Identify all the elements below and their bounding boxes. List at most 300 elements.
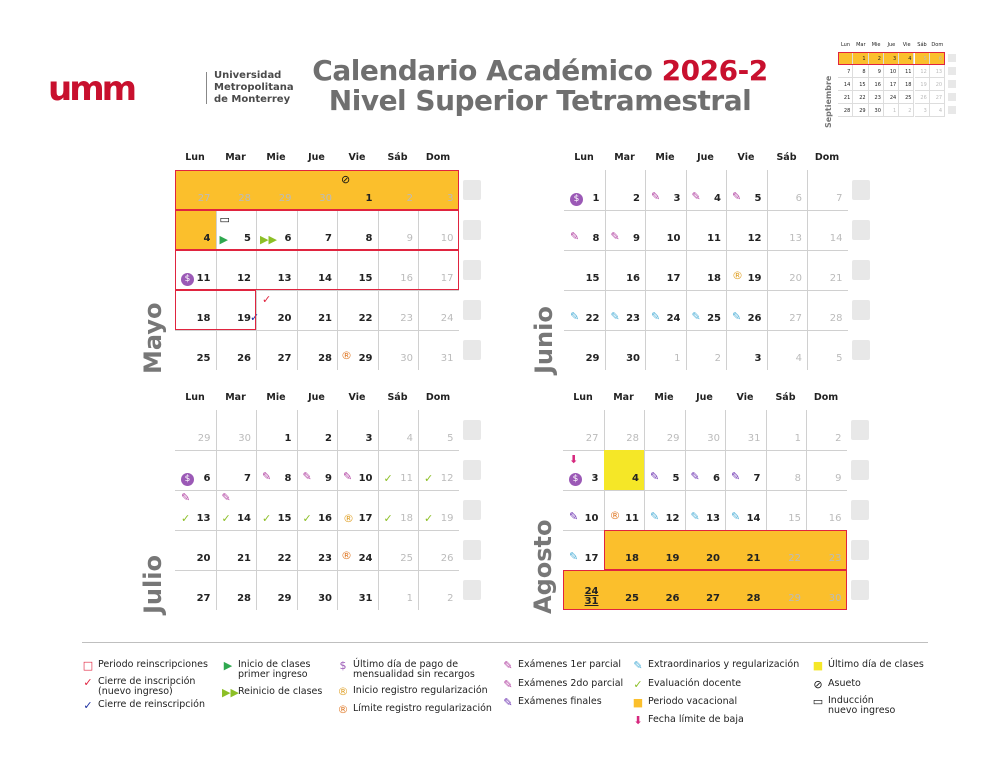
title-line-1: Calendario Académico bbox=[312, 54, 662, 87]
day-number: 1 bbox=[365, 193, 373, 204]
day-number: 12 bbox=[665, 513, 680, 524]
day-cell bbox=[726, 250, 767, 290]
month-name: Junio bbox=[530, 306, 558, 374]
reinscription-period-box bbox=[604, 530, 847, 570]
day-number: 2 bbox=[633, 193, 640, 204]
day-number: 23 bbox=[400, 313, 413, 324]
weekday-header: Mie bbox=[266, 392, 286, 403]
day-number: 29 bbox=[666, 433, 680, 444]
ev-icon: ✓ bbox=[383, 472, 393, 485]
day-cell bbox=[337, 570, 378, 610]
day-number: 12 bbox=[747, 233, 762, 244]
mini-day: 3 bbox=[884, 52, 899, 65]
day-cell bbox=[726, 170, 767, 210]
day-number: 1 bbox=[284, 433, 292, 444]
day-cell bbox=[297, 570, 338, 610]
weekday-header: Vie bbox=[348, 392, 366, 403]
ev-icon: ✓ bbox=[181, 512, 191, 525]
day-number: 25 bbox=[625, 593, 639, 604]
eval-icon: ✓ bbox=[633, 678, 643, 691]
row-tab bbox=[851, 580, 869, 600]
day-number: 22 bbox=[358, 313, 373, 324]
legend-label: Fecha límite de baja bbox=[648, 714, 744, 725]
row-tab bbox=[463, 340, 481, 360]
day-number: 2 bbox=[835, 433, 842, 444]
weekday-header: Jue bbox=[697, 152, 714, 163]
row-tab bbox=[463, 460, 481, 480]
day-number: 30 bbox=[238, 433, 251, 444]
day-number: 8 bbox=[592, 233, 600, 244]
day-cell bbox=[726, 330, 767, 370]
weekday-header: Mar bbox=[613, 392, 634, 403]
mini-weekday: Dom bbox=[931, 42, 944, 48]
weekday-header: Mie bbox=[654, 392, 674, 403]
day-number: 11 bbox=[707, 233, 721, 244]
mini-day: 15 bbox=[853, 78, 868, 91]
day-cell bbox=[807, 210, 848, 250]
day-cell bbox=[378, 450, 419, 490]
month-june bbox=[530, 152, 894, 374]
row-tab bbox=[852, 180, 870, 200]
day-number: 16 bbox=[318, 513, 332, 524]
day-number: 1 bbox=[592, 193, 600, 204]
day-cell bbox=[175, 530, 216, 570]
day-cell bbox=[337, 290, 378, 330]
day-number: 9 bbox=[406, 233, 413, 244]
day-number: 23 bbox=[318, 553, 332, 564]
day-number: 9 bbox=[835, 473, 842, 484]
day-cell bbox=[297, 290, 338, 330]
ex2-icon: ✎ bbox=[570, 230, 580, 243]
day-number: 30 bbox=[400, 353, 413, 364]
weekday-header: Vie bbox=[736, 392, 754, 403]
mini-weekday: Jue bbox=[887, 42, 896, 48]
day-number: 6 bbox=[713, 473, 720, 484]
mini-day: 21 bbox=[838, 91, 853, 104]
exf-icon: ✎ bbox=[731, 470, 741, 483]
day-cell bbox=[378, 490, 419, 530]
day-number: 29 bbox=[278, 193, 292, 204]
day-number: 27 bbox=[789, 313, 802, 324]
mini-row-tab bbox=[948, 54, 956, 62]
ev-icon: ✓ bbox=[424, 512, 434, 525]
day-cell bbox=[250, 290, 297, 330]
day-cell bbox=[645, 250, 686, 290]
mini-day: 2 bbox=[869, 52, 884, 65]
ext-icon: ✎ bbox=[651, 310, 661, 323]
day-number: 2 bbox=[447, 593, 454, 604]
day-number: 19 bbox=[665, 553, 680, 564]
weekday-header: Jue bbox=[696, 392, 713, 403]
row-tab bbox=[851, 500, 869, 520]
day-cell bbox=[564, 170, 605, 210]
day-number: 27 bbox=[277, 353, 292, 364]
row-tab bbox=[463, 260, 481, 280]
day-cell bbox=[337, 410, 378, 450]
day-cell bbox=[216, 530, 257, 570]
row-tab bbox=[852, 220, 870, 240]
weekday-header: Dom bbox=[425, 152, 451, 163]
day-cell bbox=[645, 210, 686, 250]
reinscription-period-box bbox=[563, 570, 847, 610]
day-number: 6 bbox=[284, 233, 292, 244]
ex2-icon: ✎ bbox=[262, 470, 272, 483]
mini-day: 4 bbox=[930, 104, 945, 117]
weekday-header: Dom bbox=[814, 152, 840, 163]
day-number: 24 bbox=[440, 313, 454, 324]
row-tab bbox=[852, 260, 870, 280]
mini-day: 4 bbox=[899, 52, 914, 65]
day-number: 22 bbox=[585, 313, 600, 324]
day-cell bbox=[337, 450, 378, 490]
day-cell bbox=[644, 410, 685, 450]
day-number: 6 bbox=[203, 473, 211, 484]
day-cell bbox=[297, 410, 338, 450]
day-number: 4 bbox=[203, 233, 211, 244]
day-cell bbox=[175, 570, 216, 610]
ex2-icon: ✎ bbox=[343, 470, 353, 483]
legend-label: Cierre de inscripción (nuevo ingreso) bbox=[98, 676, 196, 697]
day-cell bbox=[806, 450, 847, 490]
regS-icon: ® bbox=[732, 269, 743, 282]
day-cell bbox=[175, 330, 216, 370]
mini-weekday: Sáb bbox=[917, 42, 927, 48]
mini-day: 6 bbox=[930, 52, 945, 65]
day-number: 10 bbox=[584, 513, 599, 524]
day-number: 18 bbox=[625, 553, 639, 564]
day-cell bbox=[767, 290, 808, 330]
day-number: 22 bbox=[277, 553, 292, 564]
ext-icon: ✎ bbox=[690, 510, 700, 523]
weekday-header: Sáb bbox=[387, 392, 408, 403]
day-cell bbox=[337, 490, 378, 530]
day-cell bbox=[605, 250, 646, 290]
day-cell bbox=[378, 530, 419, 570]
day-number: 30 bbox=[626, 353, 640, 364]
legend-label: Cierre de reinscripción bbox=[98, 699, 205, 710]
day-number: 3 bbox=[591, 473, 599, 484]
day-number: 3 bbox=[673, 193, 681, 204]
ev-icon: ✓ bbox=[383, 512, 393, 525]
day-number: 16 bbox=[828, 513, 842, 524]
day-number: 12 bbox=[237, 273, 251, 284]
title-line-2: Nivel Superior Tetramestral bbox=[328, 84, 752, 117]
day-number: 5 bbox=[836, 353, 843, 364]
day-cell bbox=[256, 530, 297, 570]
regL-icon: ® bbox=[341, 349, 352, 362]
day-number: 30 bbox=[707, 433, 720, 444]
day-number: 31 bbox=[358, 593, 373, 604]
ext-icon: ✎ bbox=[732, 310, 742, 323]
ev-icon: ✓ bbox=[424, 472, 434, 485]
day-number: 21 bbox=[746, 553, 761, 564]
row-tab bbox=[463, 420, 481, 440]
weekday-header: Lun bbox=[185, 392, 205, 403]
day-number: 29 bbox=[788, 593, 801, 604]
weekday-header: Sáb bbox=[776, 152, 797, 163]
day-cell bbox=[726, 210, 767, 250]
examf-icon: ✎ bbox=[503, 696, 513, 709]
mini-day: 29 bbox=[853, 104, 868, 117]
day-cell bbox=[216, 330, 257, 370]
regL-icon: ® bbox=[341, 549, 352, 562]
extra-icon: ✎ bbox=[633, 659, 643, 672]
day-number: 26 bbox=[440, 553, 454, 564]
day-cell bbox=[605, 330, 646, 370]
day-number: 5 bbox=[244, 233, 251, 244]
square-outline-icon: □ bbox=[82, 659, 94, 672]
month-may bbox=[139, 152, 505, 374]
day-number: 17 bbox=[584, 553, 599, 564]
day-cell bbox=[725, 410, 766, 450]
day-cell bbox=[686, 330, 727, 370]
day-cell bbox=[604, 410, 645, 450]
day-number: 14 bbox=[829, 233, 843, 244]
mini-month-name: Septiembre bbox=[824, 75, 833, 128]
mini-row-tab bbox=[948, 93, 956, 101]
ext-icon: ✎ bbox=[731, 510, 741, 523]
mini-day: 19 bbox=[915, 78, 930, 91]
row-tab bbox=[851, 460, 869, 480]
check-red-icon: ✓ bbox=[83, 676, 93, 689]
day-number: 3 bbox=[447, 193, 454, 204]
month-name: Agosto bbox=[529, 519, 557, 614]
mini-day: 13 bbox=[930, 65, 945, 78]
day-number: 28 bbox=[238, 193, 251, 204]
day-number: 8 bbox=[794, 473, 801, 484]
university-logo bbox=[48, 69, 294, 109]
legend-label: Periodo reinscripciones bbox=[98, 659, 208, 670]
day-number: 14 bbox=[318, 273, 332, 284]
day-number: 12 bbox=[440, 473, 454, 484]
day-cell bbox=[175, 490, 216, 530]
day-number: 15 bbox=[358, 273, 373, 284]
mini-weekday: Lun bbox=[840, 42, 851, 48]
day-number: 2 bbox=[406, 193, 413, 204]
weekday-header: Mar bbox=[225, 392, 246, 403]
day-cell bbox=[564, 330, 605, 370]
day-number: 26 bbox=[665, 593, 680, 604]
ev-icon: ✓ bbox=[302, 512, 312, 525]
day-cell bbox=[418, 330, 459, 370]
logo-line-2: Metropolitana bbox=[214, 82, 294, 93]
day-number: 1 bbox=[674, 353, 681, 364]
weekday-header: Dom bbox=[813, 392, 839, 403]
mini-row-tab bbox=[948, 106, 956, 114]
day-cell bbox=[644, 490, 685, 530]
weekday-header: Mie bbox=[266, 152, 286, 163]
day-number: 20 bbox=[789, 273, 802, 284]
day-cell bbox=[604, 450, 645, 490]
day-number: 17 bbox=[358, 513, 373, 524]
reg-limit-icon: ® bbox=[337, 703, 349, 716]
day-number: 2 bbox=[714, 353, 721, 364]
day-number: 10 bbox=[358, 473, 373, 484]
day-cell bbox=[644, 450, 685, 490]
mini-calendar-september bbox=[818, 40, 968, 132]
legend-label: Extraordinarios y regularización bbox=[648, 659, 800, 670]
day-cell bbox=[686, 250, 727, 290]
day-number: 4 bbox=[632, 473, 639, 484]
day-number: 21 bbox=[318, 313, 332, 324]
mini-day: 11 bbox=[899, 65, 914, 78]
weekday-header: Lun bbox=[574, 152, 594, 163]
day-number: 17 bbox=[666, 273, 681, 284]
day-cell bbox=[767, 250, 808, 290]
mini-day: 10 bbox=[884, 65, 899, 78]
day-cell bbox=[418, 450, 459, 490]
day-cell bbox=[766, 450, 807, 490]
day-cell bbox=[418, 410, 459, 450]
logo-line-3: de Monterrey bbox=[214, 94, 291, 105]
mini-day: 22 bbox=[853, 91, 868, 104]
day-number: 11 bbox=[625, 513, 639, 524]
weekday-header: Dom bbox=[425, 392, 451, 403]
day-number: 10 bbox=[440, 233, 454, 244]
day-number: 5 bbox=[672, 473, 680, 484]
ex1-icon: ✎ bbox=[691, 190, 701, 203]
day-number: 22 bbox=[788, 553, 801, 564]
mini-weekday: Mie bbox=[871, 42, 881, 48]
row-tab bbox=[851, 540, 869, 560]
day-number: 4 bbox=[406, 433, 413, 444]
row-tab bbox=[463, 300, 481, 320]
weekday-header: Jue bbox=[308, 392, 325, 403]
mini-day: 2 bbox=[899, 104, 914, 117]
day-cell bbox=[216, 570, 257, 610]
mini-day: 9 bbox=[869, 65, 884, 78]
day-number: 28 bbox=[626, 433, 639, 444]
day-cell bbox=[645, 330, 686, 370]
day-cell bbox=[378, 290, 419, 330]
legend-label: Inducción nuevo ingreso bbox=[828, 695, 896, 716]
day-number: 7 bbox=[244, 473, 251, 484]
day-number: 19 bbox=[440, 513, 454, 524]
day-number: 4 bbox=[795, 353, 802, 364]
day-cell bbox=[767, 330, 808, 370]
month-name: Julio bbox=[139, 555, 167, 614]
day-cell bbox=[605, 170, 646, 210]
day-number: 29 bbox=[358, 353, 373, 364]
day-cell bbox=[256, 570, 297, 610]
day-number: 25 bbox=[196, 353, 211, 364]
asueto-icon: ⊘ bbox=[341, 173, 351, 186]
reinscription-period-box bbox=[175, 290, 256, 330]
play-icon: ▶ bbox=[219, 233, 228, 246]
mini-day: 12 bbox=[915, 65, 930, 78]
day-number: 29 bbox=[585, 353, 600, 364]
reg-start-icon: ® bbox=[337, 685, 349, 698]
day-cell bbox=[418, 290, 459, 330]
day-number: 18 bbox=[400, 513, 413, 524]
ex2-icon: ✎ bbox=[181, 491, 191, 504]
legend-label: Periodo vacacional bbox=[648, 696, 738, 707]
day-number: 30 bbox=[828, 593, 842, 604]
chkB-icon: ✓ bbox=[250, 311, 260, 324]
day-number: 26 bbox=[237, 353, 251, 364]
mini-day: 28 bbox=[838, 104, 853, 117]
ext-icon: ✎ bbox=[650, 510, 660, 523]
ex2-icon: ✎ bbox=[221, 491, 231, 504]
day-cell bbox=[418, 570, 459, 610]
day-cell bbox=[378, 330, 419, 370]
day-cell bbox=[297, 450, 338, 490]
day-number: 20 bbox=[196, 553, 211, 564]
day-number: 27 bbox=[585, 433, 599, 444]
reinscription-period-box bbox=[175, 210, 459, 250]
mini-day: 1 bbox=[884, 104, 899, 117]
day-number: 29 bbox=[277, 593, 292, 604]
laptop-icon: ▭ bbox=[219, 213, 230, 226]
day-number: 13 bbox=[706, 513, 720, 524]
dollar-icon: $ bbox=[570, 193, 583, 206]
dollar-icon: $ bbox=[339, 659, 347, 672]
day-number: 28 bbox=[746, 593, 761, 604]
day-number: 3 bbox=[754, 353, 762, 364]
day-cell bbox=[564, 290, 605, 330]
ex1-icon: ✎ bbox=[732, 190, 742, 203]
dollar-icon: $ bbox=[569, 473, 582, 486]
day-number: 4 bbox=[714, 193, 721, 204]
row-tab bbox=[852, 340, 870, 360]
day-number: 27 bbox=[706, 593, 720, 604]
day-number: 13 bbox=[277, 273, 292, 284]
day-number: 9 bbox=[633, 233, 640, 244]
mini-day: 8 bbox=[853, 65, 868, 78]
day-number: 9 bbox=[325, 473, 332, 484]
mini-day: 20 bbox=[930, 78, 945, 91]
mini-day: 25 bbox=[899, 91, 914, 104]
day-number: 7 bbox=[836, 193, 843, 204]
exam2-icon: ✎ bbox=[503, 678, 513, 691]
legend-label: Inicio registro regularización bbox=[353, 685, 488, 696]
dollar-icon: $ bbox=[181, 473, 194, 486]
legend-label: Exámenes 1er parcial bbox=[518, 659, 622, 670]
day-number: 19 bbox=[747, 273, 762, 284]
day-cell bbox=[767, 170, 808, 210]
mini-weekday: Mar bbox=[856, 42, 866, 48]
day-number: 20 bbox=[706, 553, 720, 564]
day-number: 27 bbox=[196, 593, 211, 604]
page-title bbox=[280, 56, 800, 116]
weekday-header: Lun bbox=[185, 152, 205, 163]
day-number: 23 bbox=[626, 313, 640, 324]
weekday-header: Sáb bbox=[387, 152, 408, 163]
day-number: 28 bbox=[237, 593, 251, 604]
day-number: 2 bbox=[325, 433, 332, 444]
day-number: 21 bbox=[829, 273, 843, 284]
day-cell bbox=[563, 450, 604, 490]
logo-separator bbox=[206, 72, 207, 104]
chkR-icon: ✓ bbox=[262, 293, 272, 306]
weekday-header: Vie bbox=[737, 152, 755, 163]
regS-icon: ® bbox=[343, 512, 354, 525]
day-number: 15 bbox=[277, 513, 292, 524]
day-cell bbox=[175, 450, 216, 490]
weekday-header: Sáb bbox=[775, 392, 796, 403]
mini-row-tab bbox=[948, 80, 956, 88]
day-cell bbox=[378, 410, 419, 450]
day-number: 5 bbox=[447, 433, 454, 444]
day-number: 28 bbox=[318, 353, 332, 364]
ext-icon: ✎ bbox=[570, 310, 580, 323]
day-cell bbox=[686, 290, 727, 330]
day-cell bbox=[256, 490, 297, 530]
day-cell bbox=[337, 330, 378, 370]
day-cell bbox=[337, 530, 378, 570]
day-number: 5 bbox=[754, 193, 762, 204]
day-cell bbox=[807, 170, 848, 210]
